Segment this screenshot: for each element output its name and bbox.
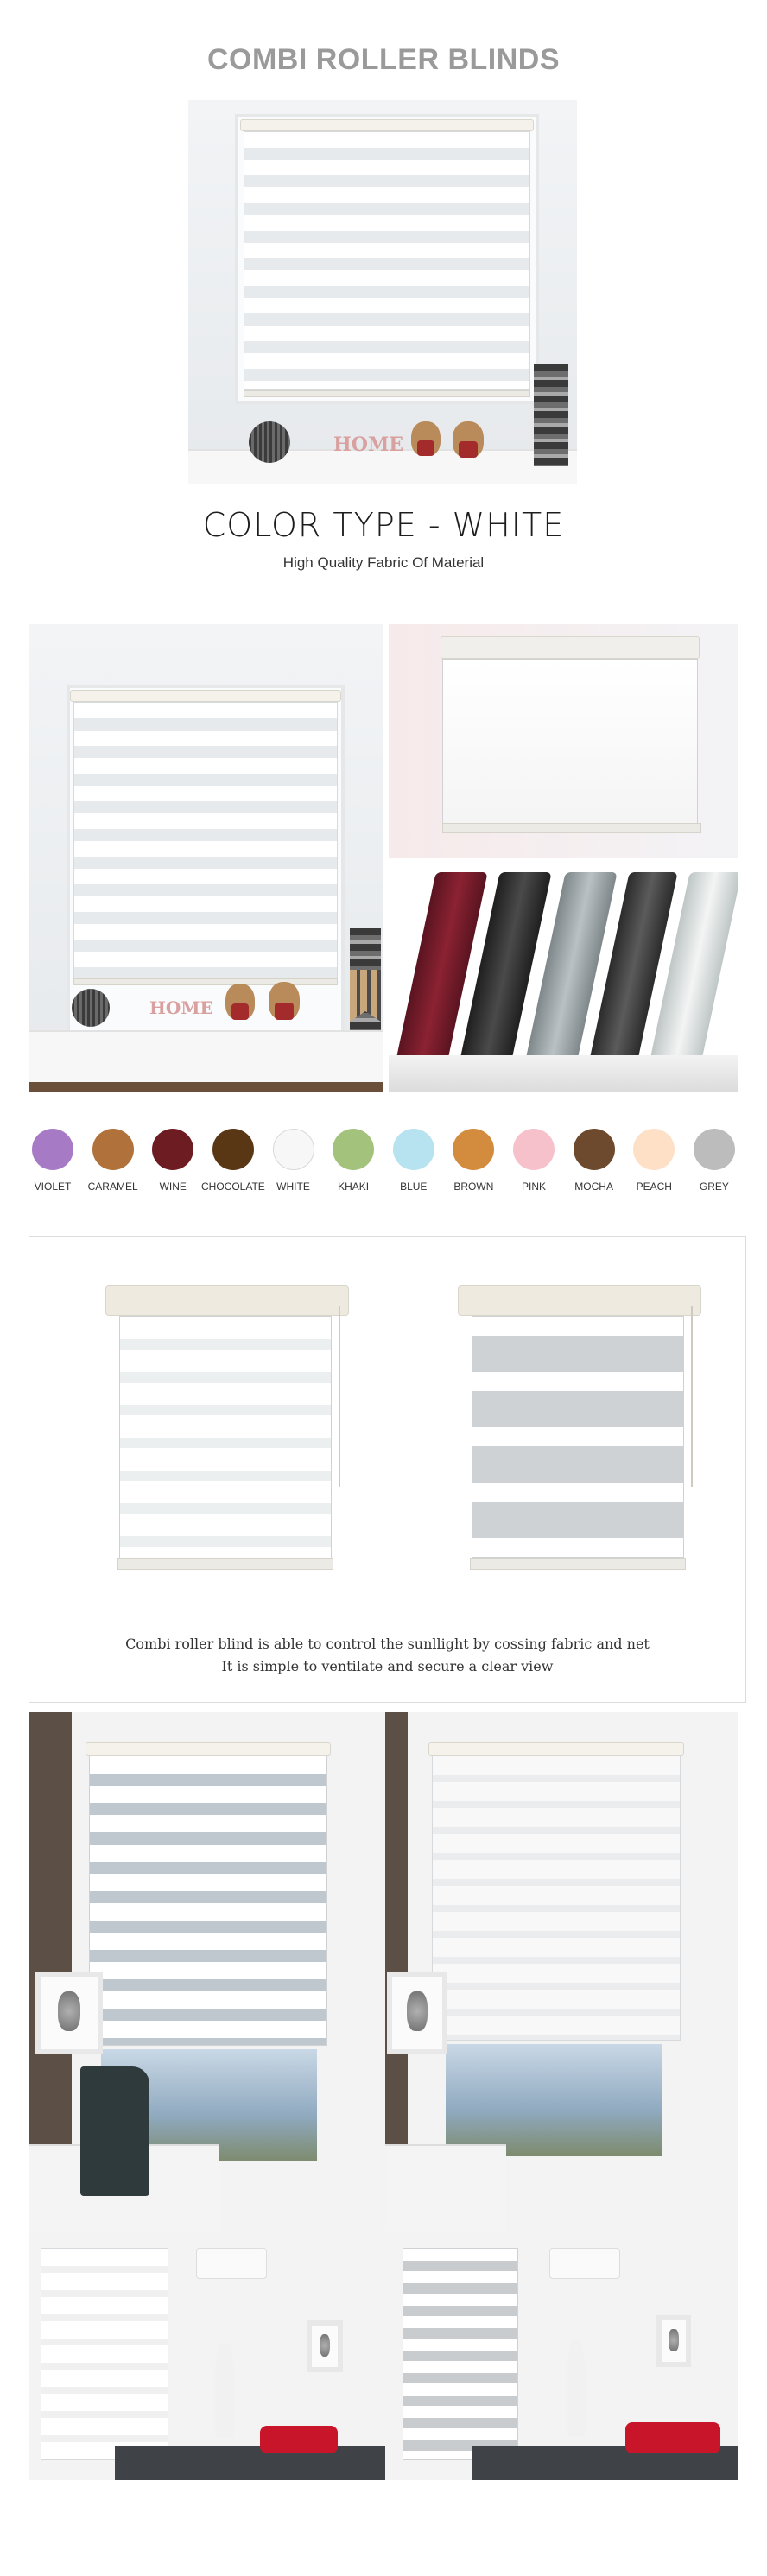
color-type-heading: COLOR TYPE - WHITE	[202, 506, 565, 544]
blind-bottom-rail	[117, 1558, 333, 1570]
color-swatch-label: CHOCOLATE	[200, 1180, 265, 1193]
zebra-blind	[403, 2248, 518, 2460]
pull-cord	[339, 1306, 340, 1487]
teddy-bear	[453, 421, 484, 458]
blind-bottom-rail	[442, 823, 701, 833]
zebra-blind-open	[472, 1316, 684, 1561]
gallery-photo-window	[29, 624, 383, 1092]
color-swatch-label: KHAKI	[338, 1180, 370, 1193]
home-sign: HOME	[149, 997, 213, 1018]
blind-bottom-rail	[470, 1558, 686, 1570]
color-swatch-label: MOCHA	[574, 1180, 613, 1193]
wall-picture	[35, 1972, 103, 2054]
pillow	[625, 2422, 720, 2453]
color-swatch-grey	[686, 1129, 743, 1198]
color-swatch-mocha	[566, 1129, 623, 1198]
wall-picture	[307, 2320, 343, 2372]
pillow	[260, 2426, 338, 2453]
color-swatch-dot	[212, 1129, 254, 1170]
air-conditioner	[549, 2248, 620, 2279]
color-swatch-label: WINE	[159, 1180, 187, 1193]
zebra-blind	[73, 702, 338, 978]
blind-headrail	[441, 636, 700, 659]
color-swatch-dot	[32, 1129, 73, 1170]
vase	[249, 421, 290, 463]
zebra-blind	[89, 1756, 327, 2046]
color-swatch-pink	[505, 1129, 562, 1198]
desk	[385, 2144, 506, 2231]
color-swatch-dot	[333, 1129, 374, 1170]
color-swatch-dot	[574, 1129, 615, 1170]
blind-headrail	[458, 1285, 701, 1316]
color-swatch-label: GREY	[699, 1180, 729, 1193]
room-photo-bedroom-1	[29, 2231, 385, 2480]
color-swatch-dot	[694, 1129, 735, 1170]
vase	[72, 989, 110, 1027]
floor	[29, 1082, 383, 1092]
zebra-blind	[244, 131, 530, 390]
color-swatch-blue	[385, 1129, 442, 1198]
roller-caps	[389, 1055, 738, 1092]
color-swatch-wine	[144, 1129, 201, 1198]
color-swatch-dot	[393, 1129, 434, 1170]
color-swatch-dot	[92, 1129, 134, 1170]
blind-headrail	[70, 690, 341, 702]
color-swatches	[24, 1129, 743, 1198]
color-swatch-label: BROWN	[453, 1180, 494, 1193]
lamp	[567, 2341, 586, 2436]
gallery-photo-rollers	[389, 864, 738, 1092]
color-swatch-peach	[625, 1129, 682, 1198]
zebra-blind-closed	[119, 1316, 332, 1561]
bookshelf	[534, 364, 568, 466]
color-swatch-caramel	[85, 1129, 142, 1198]
color-swatch-violet	[24, 1129, 81, 1198]
color-swatch-dot	[513, 1129, 555, 1170]
product-caption-line1: Combi roller blind is able to control the sunllight by cossing fabric and net	[125, 1636, 650, 1652]
color-swatch-dot	[633, 1129, 675, 1170]
blind-bottom-rail	[73, 978, 338, 985]
chair	[80, 2066, 149, 2196]
blind-headrail	[428, 1742, 684, 1756]
color-swatch-label: BLUE	[400, 1180, 428, 1193]
color-swatch-dot	[273, 1129, 314, 1170]
wall-picture	[656, 2315, 691, 2367]
zebra-blind	[442, 659, 698, 832]
color-swatch-label: VIOLET	[34, 1180, 72, 1193]
blind-headrail	[86, 1742, 331, 1756]
room-photo-living-1	[29, 1712, 385, 2231]
color-swatch-brown	[445, 1129, 502, 1198]
hero-photo	[188, 100, 577, 484]
bed	[115, 2446, 385, 2480]
zebra-blind	[41, 2248, 168, 2460]
home-sign: HOME	[333, 434, 404, 456]
blind-bottom-rail	[244, 390, 530, 397]
color-swatch-label: PEACH	[636, 1180, 672, 1193]
color-swatch-dot	[152, 1129, 193, 1170]
room-photo-living-2	[385, 1712, 738, 2231]
teddy-bear	[411, 421, 441, 456]
wall-picture	[387, 1972, 447, 2054]
pull-cord	[691, 1306, 693, 1487]
color-swatch-khaki	[325, 1129, 382, 1198]
air-conditioner	[196, 2248, 267, 2279]
teddy-bear	[269, 982, 300, 1020]
product-panel	[29, 1236, 746, 1703]
color-swatch-white	[265, 1129, 322, 1198]
zebra-blind	[432, 1756, 681, 2041]
material-subtitle: High Quality Fabric Of Material	[282, 554, 485, 571]
blind-headrail	[240, 119, 534, 131]
color-swatch-label: CARAMEL	[87, 1180, 138, 1193]
blind-headrail	[105, 1285, 349, 1316]
color-swatch-chocolate	[200, 1129, 265, 1198]
color-swatch-dot	[453, 1129, 494, 1170]
lamp	[215, 2343, 234, 2438]
product-caption-line2: It is simple to ventilate and secure a clear view	[221, 1658, 554, 1674]
window-view	[446, 2044, 662, 2156]
color-swatch-label: PINK	[521, 1180, 546, 1193]
gallery-photo-closeup	[389, 624, 738, 858]
teddy-bear	[225, 984, 255, 1020]
window-sill	[29, 1030, 383, 1084]
room-photo-bedroom-2	[385, 2231, 738, 2480]
page-title: COMBI ROLLER BLINDS	[206, 43, 561, 76]
color-swatch-label: WHITE	[276, 1180, 310, 1193]
